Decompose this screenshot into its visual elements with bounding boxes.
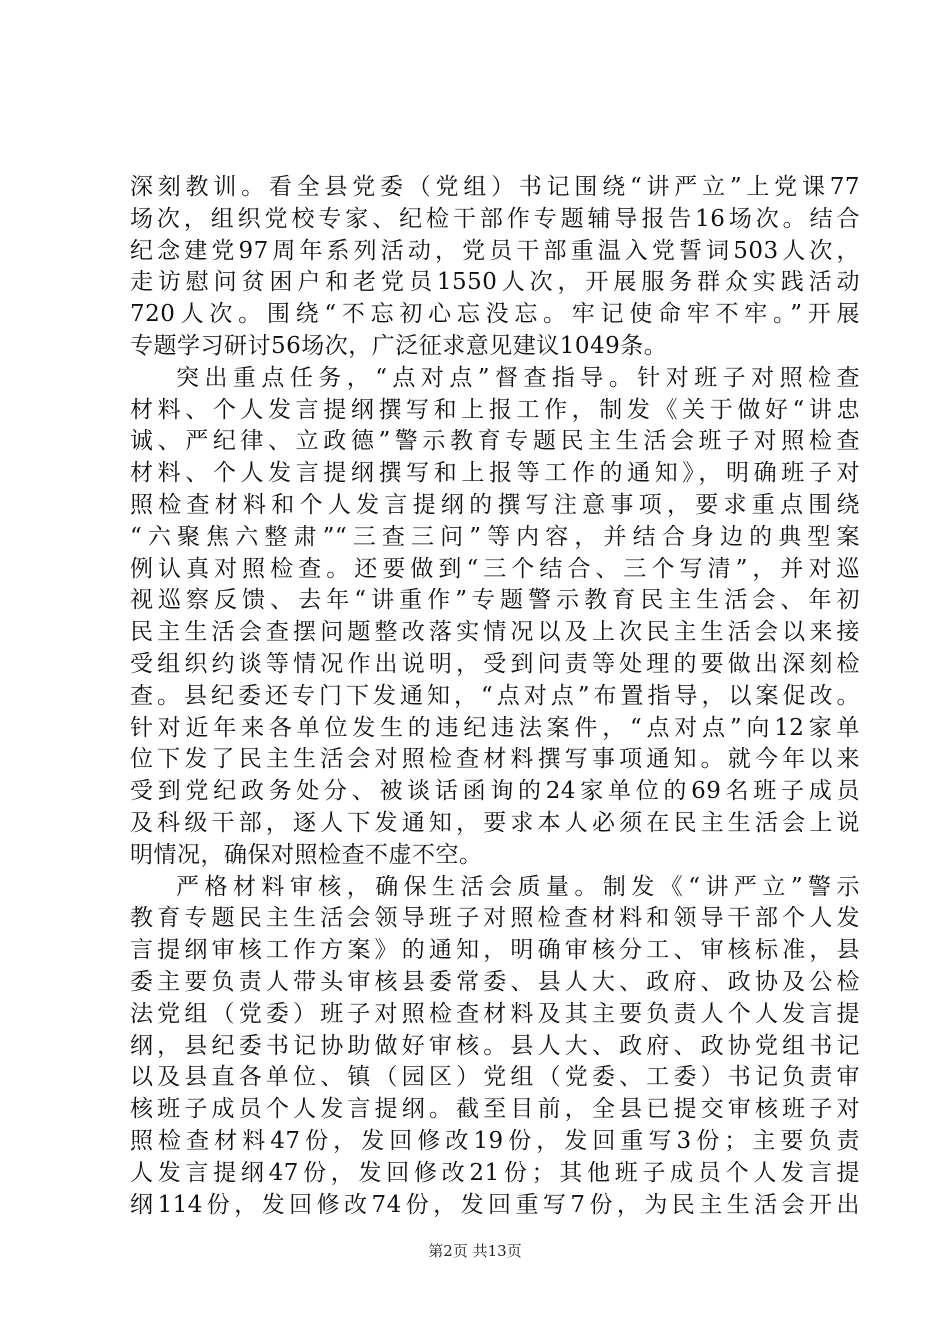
text-line: 照检查材料和个人发言提纲的撰写注意事项，要求重点围绕	[130, 491, 860, 518]
text-line: 深刻教训。看全县党委（党组）书记围绕“讲严立”上党课77	[130, 174, 860, 200]
paragraph-1	[130, 172, 860, 363]
text-line: 突出重点任务，“点对点”督查指导。针对班子对照检查	[176, 364, 860, 391]
text-line: 及科级干部，逐人下发通知，要求本人必须在民主生活会上说	[130, 809, 860, 836]
text-line: 法党组（党委）班子对照检查材料及其主要负责人个人发言提	[130, 1000, 860, 1027]
text-line: 以及县直各单位、镇（园区）党组（党委、工委）书记负责审	[130, 1064, 860, 1091]
text-line: 教育专题民主生活会领导班子对照检查材料和领导干部个人发	[130, 905, 860, 932]
text-line: 针对近年来各单位发生的违纪违法案件，“点对点”向12家单	[130, 714, 860, 741]
text-line: 走访慰问贫困户和老党员1550人次，开展服务群众实践活动	[130, 269, 860, 296]
text-line: 视巡察反馈、去年“讲重作”专题警示教育民主生活会、年初	[130, 587, 860, 614]
text-line: 严格材料审核，确保生活会质量。制发《“讲严立”警示	[176, 873, 860, 900]
paragraph-3	[130, 872, 860, 1222]
text-line: 720人次。围绕“不忘初心忘没忘。牢记使命牢不牢。”开展	[130, 301, 860, 328]
page-footer: 第2页 共13页	[428, 1242, 522, 1260]
text-line: 位下发了民主生活会对照检查材料撰写事项通知。就今年以来	[130, 746, 860, 773]
text-line: “六聚焦六整肃”“三查三问”等内容，并结合身边的典型案	[130, 523, 860, 550]
text-line: 人发言提纲47份，发回修改21份；其他班子成员个人发言提	[130, 1159, 860, 1186]
paragraph-2	[130, 363, 860, 872]
text-line: 纲114份，发回修改74份，发回重写7份，为民主生活会开出	[130, 1191, 860, 1218]
text-line: 受到党纪政务处分、被谈话函询的24家单位的69名班子成员	[130, 778, 860, 805]
document-body	[130, 172, 860, 1221]
text-line: 纪念建党97周年系列活动，党员干部重温入党誓词503人次，	[130, 237, 860, 264]
text-line: 委主要负责人带头审核县委常委、县人大、政府、政协及公检	[130, 968, 860, 995]
text-line: 例认真对照检查。还要做到“三个结合、三个写清”，并对巡	[130, 555, 860, 582]
text-line: 材料、个人发言提纲撰写和上报等工作的通知》，明确班子对	[130, 460, 860, 487]
text-line: 纲，县纪委书记协助做好审核。县人大、政府、政协党组书记	[130, 1032, 860, 1059]
text-line: 受组织约谈等情况作出说明，受到问责等处理的要做出深刻检	[130, 650, 860, 677]
text-line: 民主生活会查摆问题整改落实情况以及上次民主生活会以来接	[130, 619, 860, 646]
text-line: 明情况，确保对照检查不虚不空。	[130, 841, 483, 868]
text-line: 专题学习研讨56场次，广泛征求意见建议1049条。	[130, 332, 668, 359]
text-line: 言提纲审核工作方案》的通知，明确审核分工、审核标准，县	[130, 937, 860, 964]
text-line: 照检查材料47份，发回修改19份，发回重写3份；主要负责	[130, 1127, 860, 1154]
text-line: 查。县纪委还专门下发通知，“点对点”布置指导，以案促改。	[130, 682, 860, 709]
text-line: 材料、个人发言提纲撰写和上报工作，制发《关于做好“讲忠	[130, 396, 860, 423]
text-line: 场次，组织党校专家、纪检干部作专题辅导报告16场次。结合	[130, 205, 860, 232]
text-line: 诚、严纪律、立政德”警示教育专题民主生活会班子对照检查	[130, 428, 860, 455]
text-line: 核班子成员个人发言提纲。截至目前，全县已提交审核班子对	[130, 1096, 860, 1123]
